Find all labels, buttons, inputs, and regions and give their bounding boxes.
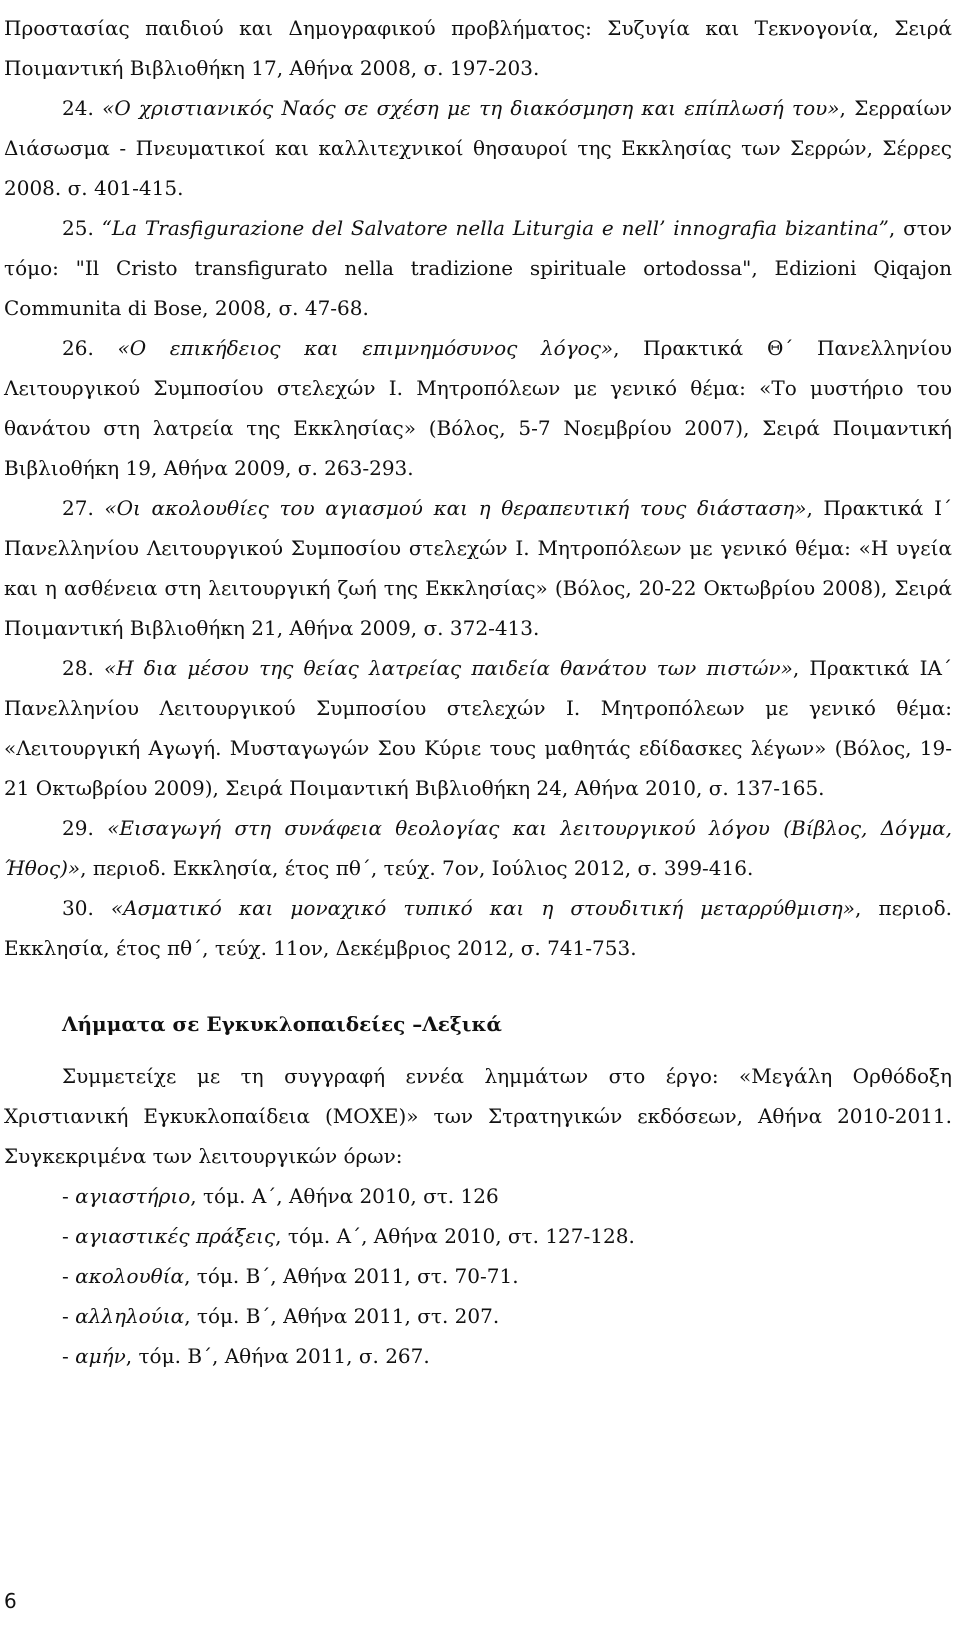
lead-paragraph: Προστασίας παιδιού και Δημογραφικού προβλήματος: Συζυγία και Τεκνογονία, Σειρά Ποιμαντική Βιβλιοθήκη 17, Αθήνα 2008, σ. 197-203. [4,16,952,80]
list-dash: - [62,1264,76,1288]
entry-number: 27. [62,496,94,520]
list-item [62,1296,952,1336]
list-details: , τόμ. Β΄, Αθήνα 2011, στ. 70-71. [184,1264,519,1288]
list-item [62,1256,952,1296]
document-page [4,8,952,1376]
bibliography-entry-25 [4,208,952,328]
bibliography-entry-28 [4,648,952,808]
bibliography-entry-24 [4,88,952,208]
list-details: , τόμ. Β΄, Αθήνα 2011, σ. 267. [125,1344,430,1368]
list-term: αγιαστήριο [75,1184,191,1208]
page-number: 6 [4,1589,17,1613]
list-dash: - [62,1344,76,1368]
bibliography-entry-29 [4,808,952,888]
entry-title: «Εισαγωγή στη συνάφεια θεολογίας και λειτουργικού λόγου (Βίβλος, Δόγμα, Ήθος)» [4,816,952,880]
entry-details: , Πρακτικά Θ΄ Πανελληνίου Λειτουργικού Συμποσίου στελεχών Ι. Μητροπόλεων με γενικό θέμα: «Το μυστήριο του θανάτου στη λατρεία της Εκκλησίας» (Βόλος, 5-7 Νοεμβρίου 2007), Σειρά Ποιμαντική Βιβλιοθήκη 19, Αθήνα 2009, σ. 263-293. [4,336,953,480]
list-dash: - [62,1224,76,1248]
entry-number: 29. [62,816,94,840]
entry-title: «Η δια μέσου της θείας λατρείας παιδεία θανάτου των πιστών» [103,656,793,680]
entry-title: «Ο χριστιανικός Ναός σε σχέση με τη διακόσμηση και επίπλωσή του» [102,96,840,120]
list-details: , τόμ. Α΄, Αθήνα 2010, στ. 126 [190,1184,499,1208]
list-term: αλληλούια [75,1304,185,1328]
list-term: ακολουθία [75,1264,185,1288]
entries-list [4,1176,952,1376]
section-heading: Λήμματα σε Εγκυκλοπαιδείες –Λεξικά [62,1012,502,1036]
list-term: αμήν [75,1344,126,1368]
bibliography-entry-30 [4,888,952,968]
list-dash: - [62,1184,76,1208]
entry-number: 28. [62,656,94,680]
entry-details: , Πρακτικά ΙΑ΄ Πανελληνίου Λειτουργικού Συμποσίου στελεχών Ι. Μητροπόλεων με γενικό θέμα: «Λειτουργική Αγωγή. Μυσταγωγών Σου Κύριε τους μαθητάς εδίδασκες λέγων» (Βόλος, 19-21 Οκτωβρίου 2009), Σειρά Ποιμαντική Βιβλιοθήκη 24, Αθήνα 2010, σ. 137-165. [4,656,952,800]
list-details: , τόμ. Α΄, Αθήνα 2010, στ. 127-128. [275,1224,635,1248]
entry-details: , περιοδ. Εκκλησία, έτος πθ΄, τεύχ. 11ον, Δεκέμβριος 2012, σ. 741-753. [4,896,953,960]
entry-details: , Σερραίων Διάσωσμα - Πνευματικοί και καλλιτεχνικοί θησαυροί της Εκκλησίας των Σερρών, Σέρρες 2008. σ. 401-415. [4,96,953,200]
entry-details: , Πρακτικά Ι΄ Πανελληνίου Λειτουργικού Συμποσίου στελεχών Ι. Μητροπόλεων με γενικό θέμα: «Η υγεία και η ασθένεια στη λειτουργική ζωή της Εκκλησίας» (Βόλος, 20-22 Οκτωβρίου 2008), Σειρά Ποιμαντική Βιβλιοθήκη 21, Αθήνα 2009, σ. 372-413. [4,496,953,640]
entry-number: 30. [62,896,94,920]
list-dash: - [62,1304,76,1328]
entry-title: «Ασματικό και μοναχικό τυπικό και η στουδιτική μεταρρύθμιση» [110,896,856,920]
list-details: , τόμ. Β΄, Αθήνα 2011, στ. 207. [184,1304,500,1328]
bibliography-entry-26 [4,328,952,488]
list-item [62,1176,952,1216]
entry-title: “La Trasfigurazione del Salvatore nella Liturgia e nell’ innografia bizantina” [101,216,889,240]
entry-number: 25. [62,216,94,240]
list-term: αγιαστικές πράξεις [75,1224,276,1248]
entry-title: «Οι ακολουθίες του αγιασμού και η θεραπευτική τους διάσταση» [104,496,807,520]
list-item [62,1216,952,1256]
entry-details: , περιοδ. Εκκλησία, έτος πθ΄, τεύχ. 7ον, Ιούλιος 2012, σ. 399-416. [80,856,754,880]
entry-number: 24. [62,96,94,120]
bibliography-entry-27 [4,488,952,648]
entry-details: , στον τόμο: "Il Cristo transfigurato nella tradizione spirituale ortodossa", Edizioni Qiqajon Communita di Bose, 2008, σ. 47-68. [4,216,952,320]
entry-number: 26. [62,336,94,360]
entry-title: «Ο επικήδειος και επιμνημόσυνος λόγος» [117,336,614,360]
bibliography-list [4,88,952,968]
list-item [62,1336,952,1376]
section-intro: Συμμετείχε με τη συγγραφή εννέα λημμάτων στο έργο: «Μεγάλη Ορθόδοξη Χριστιανική Εγκυκλοπαίδεια (ΜΟΧΕ)» των Στρατηγικών εκδόσεων, Αθήνα 2010-2011. Συγκεκριμένα των λειτουργικών όρων: [4,1064,952,1168]
